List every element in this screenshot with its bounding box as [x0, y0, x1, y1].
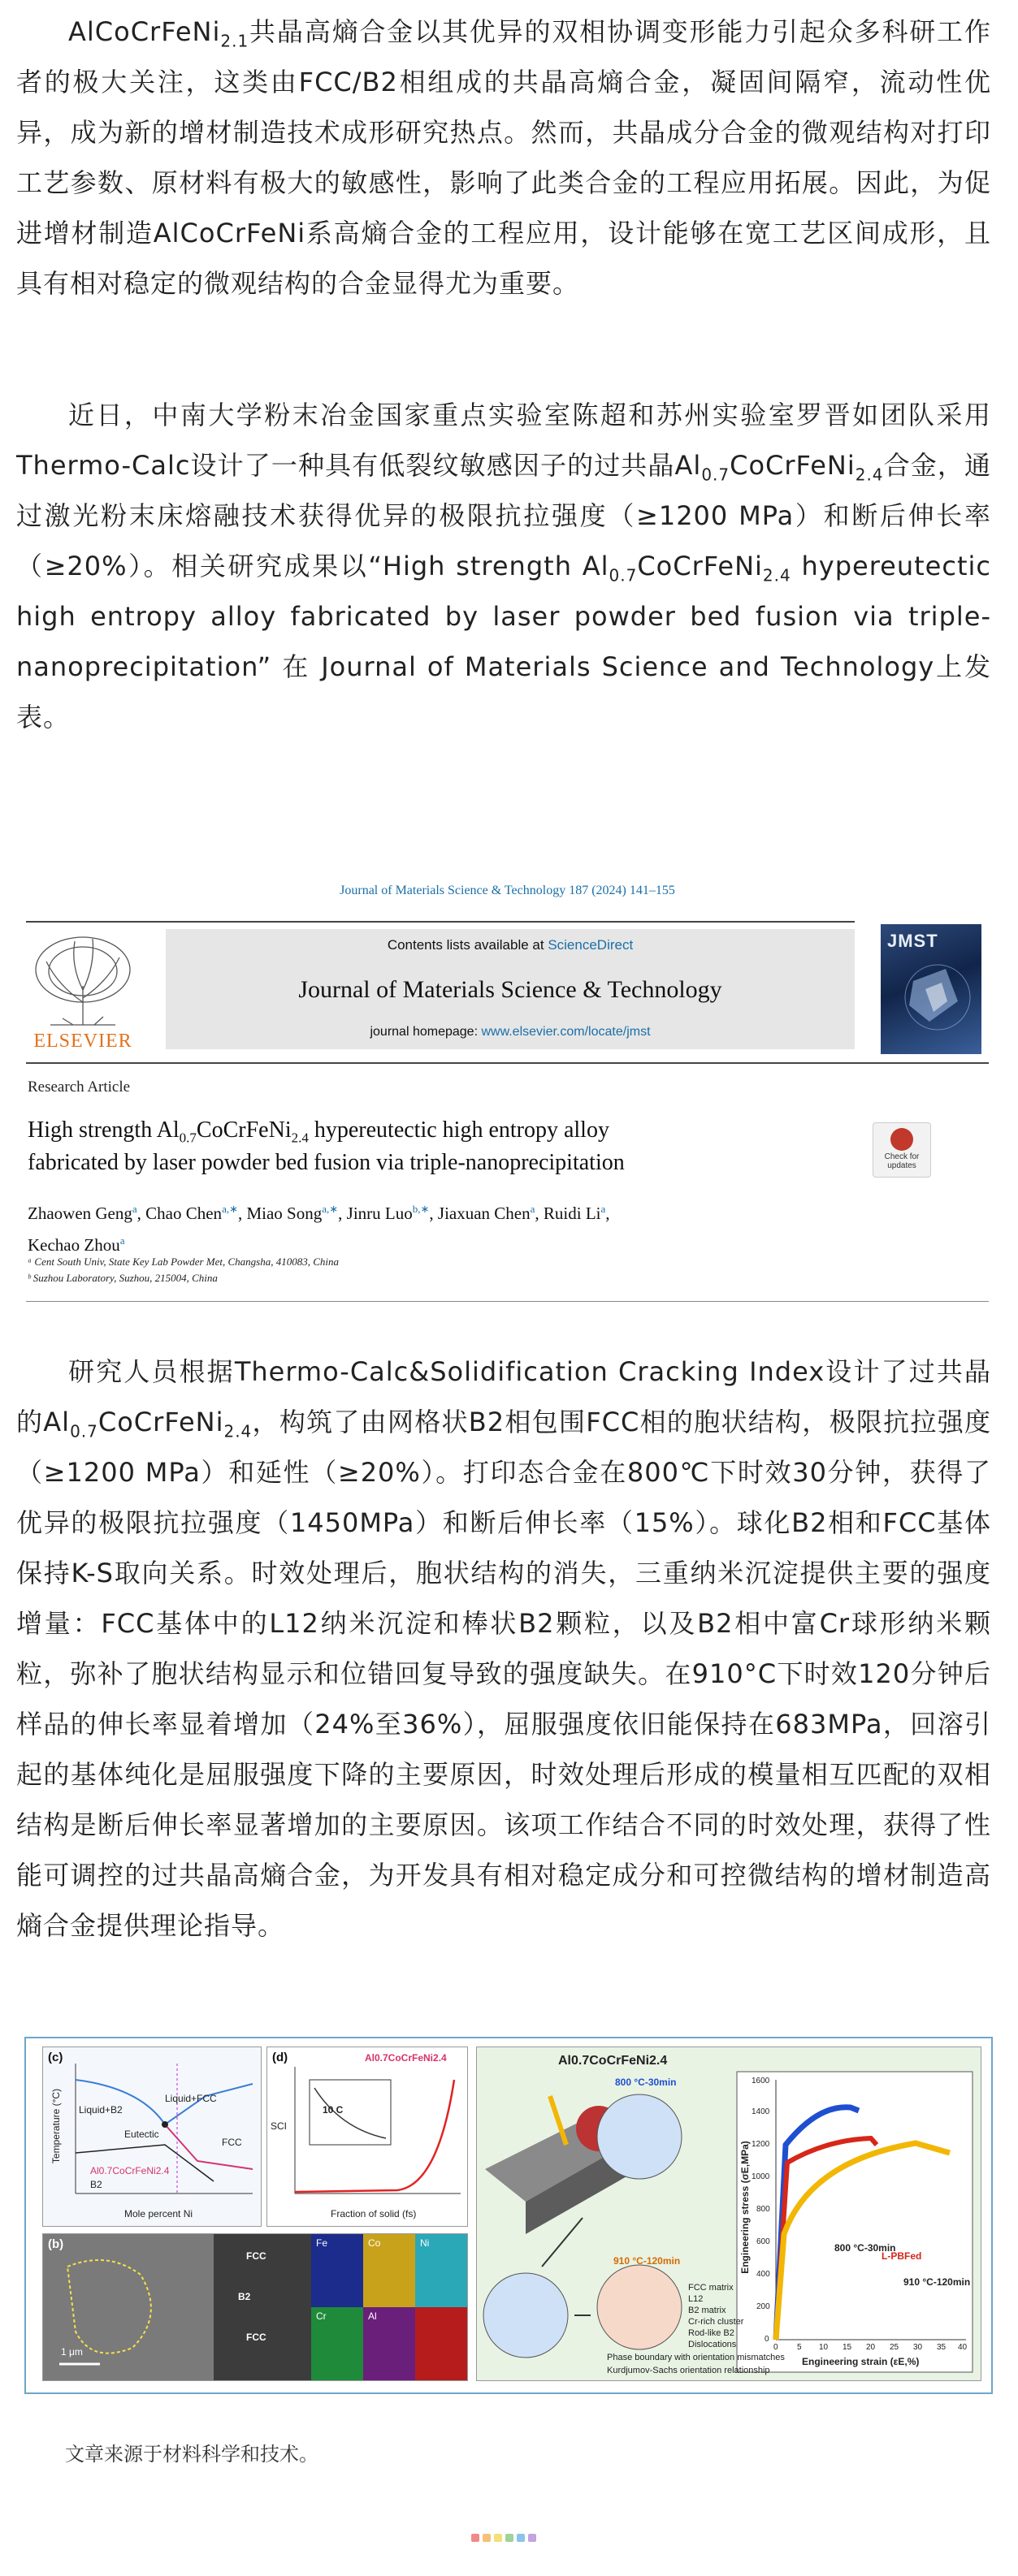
divider: [26, 921, 855, 923]
check-for-updates-badge[interactable]: Check for updates: [873, 1122, 931, 1178]
author-list: Zhaowen Geng$^a$, Chao Chen$^{a,∗}$, Miao Song$^{a,∗}$, Jinru Luo$^{b,∗}$, Jiaxuan Chen$^a$, Ruidi Li$^a$, Kechao Zhou$^a$: [28, 1203, 610, 1255]
divider: [26, 1301, 989, 1302]
elsevier-logo: [26, 929, 140, 1051]
author: Jinru Luo: [346, 1204, 413, 1223]
article-type: Research Article: [28, 1078, 131, 1096]
author: Jiaxuan Chen: [437, 1204, 531, 1223]
journal-homepage-link[interactable]: www.elsevier.com/locate/jmst: [481, 1025, 651, 1039]
affiliations: ᵃ Cent South Univ, State Key Lab Powder Met, Changsha, 410083, China ᵇ Suzhou Laboratory, Suzhou, 215004, China: [28, 1256, 339, 1284]
phase-diagram-panel: (c) Liquid+B2 Liquid+FCC FCC Eutectic Al0.7CoCrFeNi2.4 B2 Mole percent Ni Temperature (°C): [42, 2047, 262, 2227]
sciencedirect-link[interactable]: ScienceDirect: [548, 937, 634, 953]
journal-name: Journal of Materials Science & Technology: [298, 976, 722, 1003]
author: Miao Song: [246, 1204, 323, 1223]
graphical-abstract-figure: [24, 2037, 993, 2394]
journal-citation: Journal of Materials Science & Technology 187 (2024) 141–155: [340, 884, 675, 897]
decorative-divider: [471, 2534, 544, 2550]
journal-cover-image: JMST: [881, 924, 981, 1054]
schematic-panel: Al0.7CoCrFeNi2.4 800 °C-30min 910 °C-120min FCC matrix L12 B2 matrix Cr-rich cluster Rod-like B2 Dislocations Phase boundary with orientation mismatches Kurdjumov-Sachs orientation relationship 800 °C-30min L-PBFed 910 °C-120min 0 200 400 600 800 1000 1200 1400 1600 0 5 10 15 20 25 30 35 40 Engineering strain (εE,%) Engineering stress (σE,MPa): [476, 2047, 981, 2381]
author: Kechao Zhou: [28, 1235, 120, 1255]
author: Ruidi Li: [543, 1204, 601, 1223]
author: Zhaowen Geng: [28, 1204, 132, 1223]
paragraph-research: 研究人员根据Thermo-Calc&Solidification Cracking Index设计了过共晶的$Al_{0.7}CoCrFeNi_{2.4}$，构筑了由网格状B2相包围FCC相的胞状结构，极限抗拉强度（≥1200 MPa）和延性（≥20%）。打印态合金在800℃下时效30分钟，获得了优异的极限抗拉强度（1450MPa）和断后伸长率（15%）。球化B2相和FCC基体保持K-S取向关系。时效处理后，胞状结构的消失，三重纳米沉淀提供主要的强度增量：FCC基体中的L12纳米沉淀和棒状B2颗粒，以及B2相中富Cr球形纳米颗粒，弥补了胞状结构显示和位错回复导致的强度缺失。在910°C下时效120分钟后样品的伸长率显着增加（24%至36%），屈服强度依旧能保持在683MPa，回溶引起的基体纯化是屈服强度下降的主要原因，时效处理后形成的模量相互匹配的双相结构是断后伸长率显著增加的主要原因。该项工作结合不同的时效处理，获得了性能可调控的过共晶高熵合金，为开发具有相对稳定成分和可控微结构的增材制造高熵合金提供理论指导。: [16, 1356, 991, 1941]
divider: [26, 1062, 989, 1064]
author: Chao Chen: [145, 1204, 223, 1223]
journal-banner: Contents lists available at ScienceDirect Journal of Materials Science & Technology journal homepage: www.elsevier.com/locate/jmst: [166, 929, 855, 1049]
check-updates-icon: [890, 1128, 913, 1151]
paragraph-news: 近日，中南大学粉末冶金国家重点实验室陈超和苏州实验室罗晋如团队采用Thermo-Calc设计了一种具有低裂纹敏感因子的过共晶$Al_{0.7}CoCrFeNi_{2.4}$合金，通过激光粉末床熔融技术获得优异的极限抗拉强度（≥1200 MPa）和断后伸长率（≥20%）。相关研究成果以“High strength $Al_{0.7}CoCrFeNi_{2.4}$ hypereutectic high entropy alloy fabricated by laser powder bed fusion via triple-nanoprecipitation” 在 Journal of Materials Science and Technology上发表。: [16, 400, 991, 733]
source-note: 文章来源于材料科学和技术。: [65, 2443, 318, 2466]
stress-strain-plot: 800 °C-30min L-PBFed 910 °C-120min 0 200 400 600 800 1000 1200 1400 1600 0 5 10 15 20 25 30 35 40 Engineering strain (εE,%) Engineering stress (σE,MPa): [739, 2077, 971, 2367]
journal-header-figure: [26, 879, 989, 1309]
microscopy-panel: (b) 1 μm FCC B2 FCC Fe Co Ni Cr Al: [42, 2233, 468, 2381]
sci-curve-panel: (d) Al0.7CoCrFeNi2.4 10 C Fraction of solid (fs) SCI: [266, 2047, 468, 2227]
article-title: High strength $Al_{0.7}CoCrFeNi_{2.4}$ hypereutectic high entropy alloy fabricated by laser powder bed fusion via triple-nanoprecipitation: [28, 1117, 625, 1175]
paragraph-intro: AlCoCrFeNi$_{2.1}$共晶高熵合金以其优异的双相协调变形能力引起众多科研工作者的极大关注，这类由FCC/B2相组成的共晶高熵合金，凝固间隔窄，流动性优异，成为新的增材制造技术成形研究热点。然而，共晶成分合金的微观结构对打印工艺参数、原材料有极大的敏感性，影响了此类合金的工程应用拓展。因此，为促进增材制造AlCoCrFeNi系高熵合金的工程应用，设计能够在宽工艺区间成形，且具有相对稳定的微观结构的合金显得尤为重要。: [16, 16, 991, 299]
elsevier-wordmark: ELSEVIER: [33, 1031, 132, 1051]
